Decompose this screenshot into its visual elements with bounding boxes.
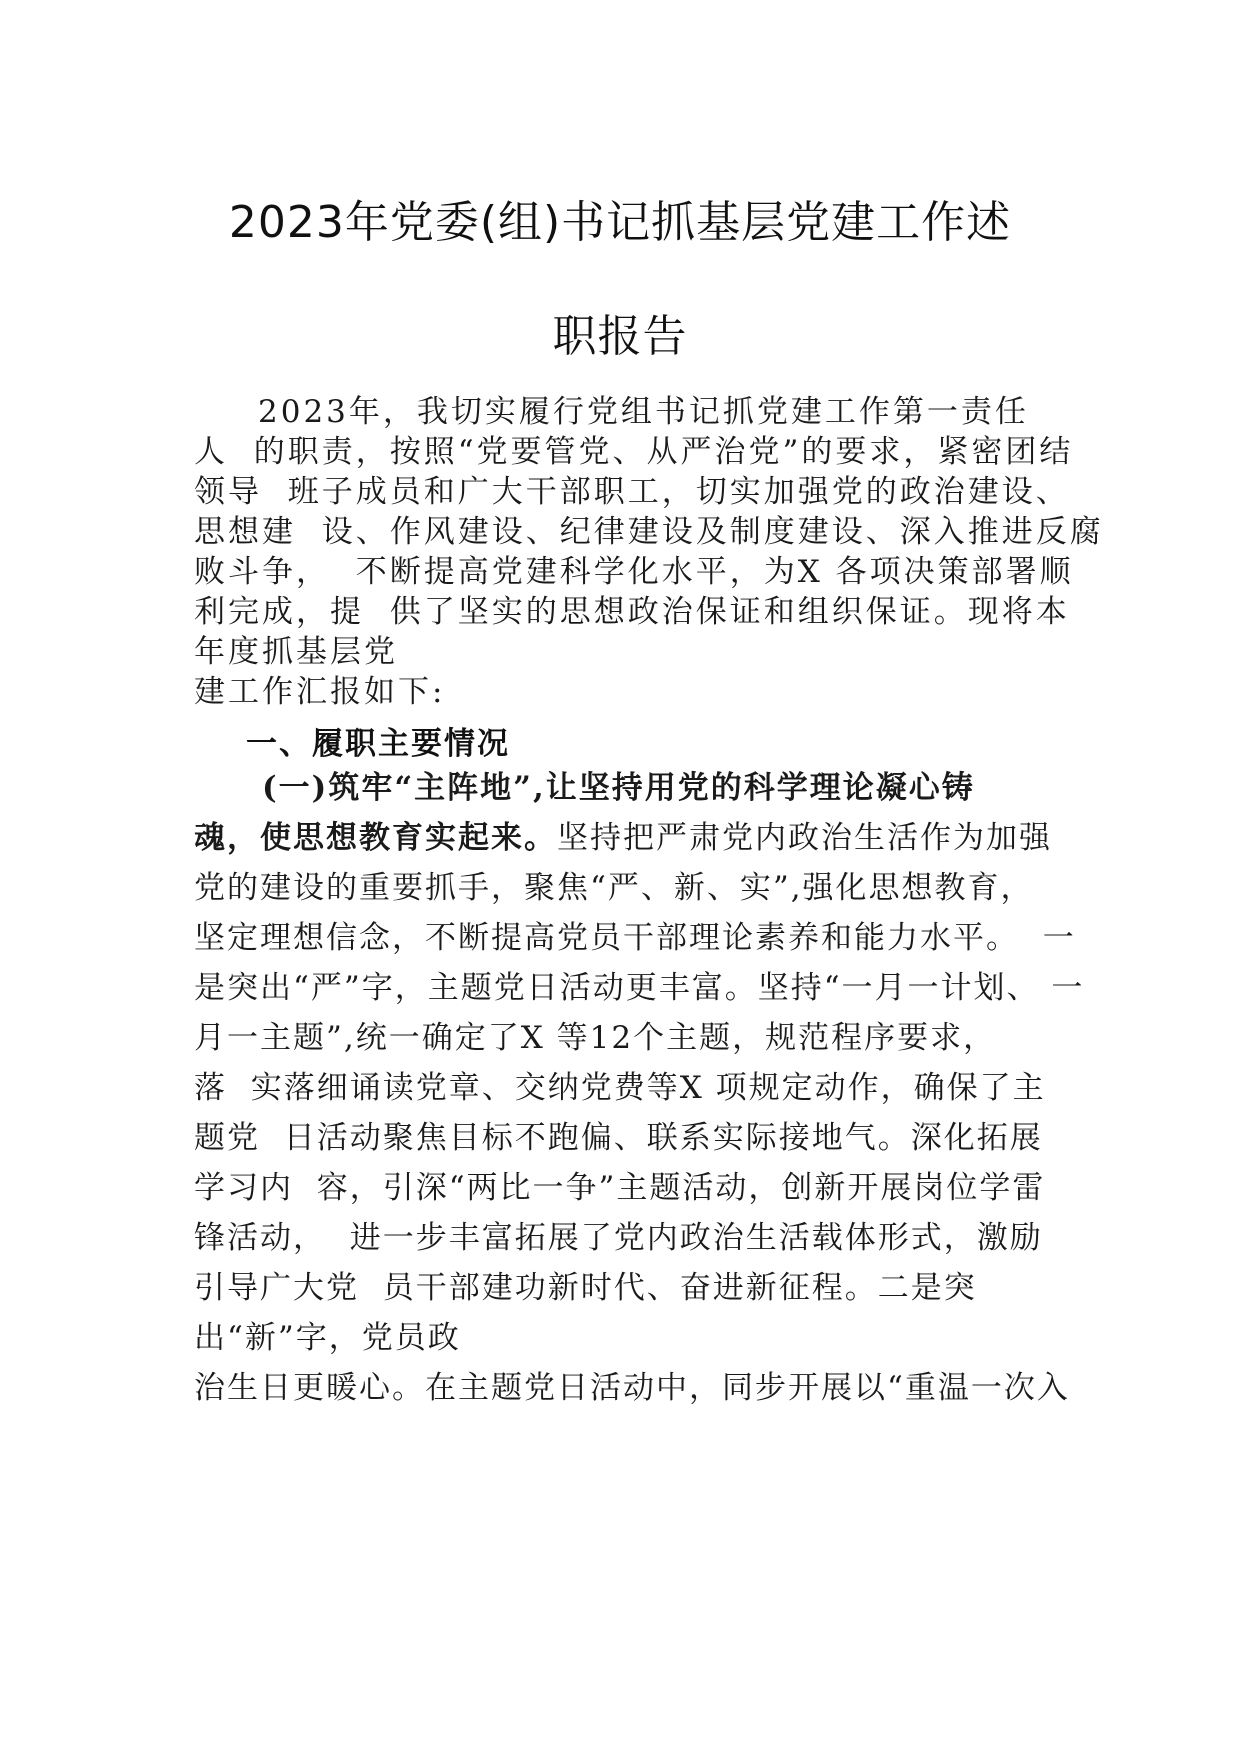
- subsection-lead-line: (一)筑牢“主阵地”,让坚持用党的科学理论凝心铸: [262, 770, 975, 806]
- intro-line: 领导 班子成员和广大干部职工，切实加强党的政治建设、: [194, 474, 1070, 510]
- body-line: 题党 日活动聚焦目标不跑偏、联系实际接地气。深化拓展: [194, 1120, 1043, 1156]
- subsection-lead-line-2: [194, 818, 1052, 858]
- intro-line: 年度抓基层党: [194, 634, 398, 670]
- body-line: 月一主题”,统一确定了X 等12个主题，规范程序要求，: [194, 1020, 997, 1056]
- body-line: 治生日更暖心。在主题党日活动中，同步开展以“重温一次入: [194, 1370, 1070, 1406]
- intro-line: 人 的职责，按照“党要管党、从严治党”的要求，紧密团结: [194, 434, 1074, 470]
- intro-line: 思想建 设、作风建设、纪律建设及制度建设、深入推进反腐: [194, 514, 1104, 550]
- subsection-lead-emphasis: 魂，使思想教育实起来。: [194, 820, 557, 856]
- body-line: 出“新”字，党员政: [194, 1320, 461, 1356]
- body-line: 落 实落细诵读党章、交纳党费等X 项规定动作，确保了主: [194, 1070, 1046, 1106]
- body-line: 坚定理想信念，不断提高党员干部理论素养和能力水平。 一: [194, 920, 1076, 956]
- section-heading: 一、履职主要情况: [246, 726, 510, 762]
- intro-line: 建工作汇报如下:: [194, 674, 446, 710]
- intro-line: 败斗争， 不断提高党建科学化水平，为X 各项决策部署顺: [194, 554, 1074, 590]
- body-line: 锋活动， 进一步丰富拓展了党内政治生活载体形式，激励: [194, 1220, 1043, 1256]
- subsection-lead-rest: 坚持把严肃党内政治生活作为加强: [557, 820, 1052, 856]
- body-line: 是突出“严”字，主题党日活动更丰富。坚持“一月一计划、 一: [194, 970, 1085, 1006]
- body-line: 引导广大党 员干部建功新时代、奋进新征程。二是突: [194, 1270, 977, 1306]
- body-line: 学习内 容，引深“两比一争”主题活动，创新开展岗位学雷: [194, 1170, 1046, 1206]
- body-line: 党的建设的重要抓手，聚焦“严、新、实”,强化思想教育，: [194, 870, 1034, 906]
- intro-line: 2023年，我切实履行党组书记抓党建工作第一责任: [258, 394, 1029, 430]
- document-title-line-2: 职报告: [552, 311, 688, 362]
- document-title-line-1: 2023年党委(组)书记抓基层党建工作述: [228, 197, 1012, 248]
- intro-line: 利完成，提 供了坚实的思想政治保证和组织保证。现将本: [194, 594, 1070, 630]
